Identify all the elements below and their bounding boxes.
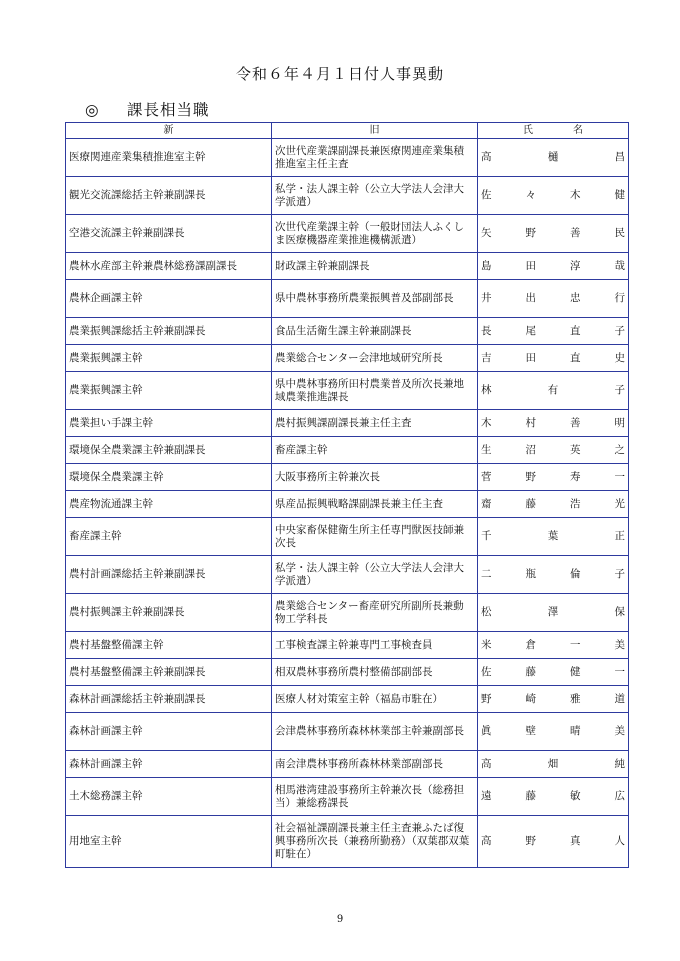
person-name: 齋 藤 浩 光 [481,497,625,510]
new-position-cell: 農村振興課主幹兼副課長 [66,594,272,632]
old-position-cell: 農業総合センター会津地域研究所長 [272,345,478,372]
old-position-cell: 食品生活衛生課主幹兼副課長 [272,318,478,345]
new-position-cell: 観光交流課総括主幹兼副課長 [66,177,272,215]
person-name: 野 崎 雅 道 [481,692,625,705]
person-name: 高 野 真 人 [481,835,625,847]
new-position-cell: 農村基盤整備課主幹 [66,632,272,659]
old-position-cell: 畜産課主幹 [272,437,478,464]
person-name: 菅 野 寿 一 [481,470,625,483]
new-position-cell: 農業振興課主幹 [66,372,272,410]
new-position-cell: 土木総務課主幹 [66,778,272,816]
person-name-cell [478,372,629,410]
table-row [66,816,629,868]
table-row [66,372,629,410]
person-name-cell [478,410,629,437]
person-name-cell [478,594,629,632]
header-new [66,123,272,139]
table-row [66,464,629,491]
person-name-cell [478,659,629,686]
header-old [272,123,478,139]
table-row [66,410,629,437]
person-name-cell [478,139,629,177]
person-name: 木 村 善 明 [481,416,625,429]
person-name: 矢 野 善 民 [481,227,625,239]
person-name-cell [478,713,629,751]
person-name: 松 澤 保 [481,606,625,618]
person-name: 遠 藤 敏 広 [481,790,625,802]
table-row [66,177,629,215]
table-row [66,518,629,556]
new-position-cell: 森林計画課主幹 [66,713,272,751]
person-name-cell [478,686,629,713]
table-row [66,632,629,659]
person-name: 林 有 子 [481,384,625,396]
old-position-cell: 次世代産業課副課長兼医療関連産業集積推進室主任主査 [272,139,478,177]
table-row [66,318,629,345]
new-position-cell: 畜産課主幹 [66,518,272,556]
table-row [66,556,629,594]
page-title: 令和６年４月１日付人事異動 [235,65,444,83]
person-name: 眞 壁 晴 美 [481,725,625,737]
old-position-cell: 中央家畜保健衛生所主任専門獣医技師兼次長 [272,518,478,556]
personnel-table [65,122,629,868]
new-position-cell: 環境保全農業課主幹 [66,464,272,491]
person-name-cell [478,345,629,372]
person-name-cell [478,778,629,816]
table-row [66,253,629,280]
new-position-cell: 農業振興課総括主幹兼副課長 [66,318,272,345]
table-row [66,345,629,372]
old-position-cell: 県中農林事務所田村農業普及所次長兼地域農業推進課長 [272,372,478,410]
new-position-cell: 農村計画課総括主幹兼副課長 [66,556,272,594]
new-position-cell: 医療関連産業集積推進室主幹 [66,139,272,177]
new-position-cell: 環境保全農業課主幹兼副課長 [66,437,272,464]
old-position-cell: 南会津農林事務所森林林業部副部長 [272,751,478,778]
table-body [66,139,629,868]
new-position-cell: 農村基盤整備課主幹兼副課長 [66,659,272,686]
table-row [66,659,629,686]
table-row [66,491,629,518]
new-position-cell: 森林計画課主幹 [66,751,272,778]
old-position-cell: 私学・法人課主幹（公立大学法人会津大学派遣） [272,556,478,594]
person-name-cell [478,751,629,778]
person-name: 高 樋 昌 [481,151,625,163]
table-row [66,280,629,318]
double-circle-icon: ◎ [85,101,99,119]
person-name-cell [478,177,629,215]
person-name: 高 畑 純 [481,757,625,770]
person-name: 二 瓶 倫 子 [481,568,625,580]
old-position-cell: 大阪事務所主幹兼次長 [272,464,478,491]
person-name-cell [478,464,629,491]
person-name: 生 沼 英 之 [481,443,625,456]
old-position-cell: 会津農林事務所森林林業部主幹兼副部長 [272,713,478,751]
table-row [66,139,629,177]
old-position-cell: 県産品振興戦略課副課長兼主任主査 [272,491,478,518]
person-name: 吉 田 直 史 [481,351,625,364]
person-name-cell [478,215,629,253]
person-name-cell [478,491,629,518]
new-position-cell: 空港交流課主幹兼副課長 [66,215,272,253]
table-row [66,751,629,778]
new-position-cell: 用地室主幹 [66,816,272,868]
new-position-cell: 農業担い手課主幹 [66,410,272,437]
person-name: 佐 々 木 健 [481,189,625,201]
table-row [66,713,629,751]
old-position-cell: 農村振興課副課長兼主任主査 [272,410,478,437]
table-row [66,437,629,464]
old-position-cell: 次世代産業課主幹（一般財団法人ふくしま医療機器産業推進機構派遣） [272,215,478,253]
old-position-cell: 相馬港湾建設事務所主幹兼次長（総務担当）兼総務課長 [272,778,478,816]
section-heading [85,98,210,120]
table-header-row [66,123,629,139]
page-number: 9 [336,914,344,925]
person-name-cell [478,556,629,594]
table-row [66,594,629,632]
person-name-cell [478,253,629,280]
person-name: 佐 藤 健 一 [481,665,625,678]
new-position-cell: 農林企画課主幹 [66,280,272,318]
section-label: 課長相当職 [127,101,210,119]
header-new-label: 新 [163,125,174,136]
new-position-cell: 農林水産部主幹兼農林総務課副課長 [66,253,272,280]
table-row [66,215,629,253]
old-position-cell: 農業総合センター畜産研究所副所長兼動物工学科長 [272,594,478,632]
header-old-label: 旧 [369,125,380,136]
person-name: 島 田 淳 哉 [481,259,625,272]
old-position-cell: 相双農林事務所農村整備部副部長 [272,659,478,686]
old-position-cell: 医療人材対策室主幹（福島市駐在） [272,686,478,713]
person-name-cell [478,318,629,345]
table-row [66,778,629,816]
old-position-cell: 社会福祉課副課長兼主任主査兼ふたば復興事務所次長（兼務所勤務）（双葉郡双葉町駐在） [272,816,478,868]
person-name: 井 出 忠 行 [481,292,625,304]
new-position-cell: 農業振興課主幹 [66,345,272,372]
table-row [66,686,629,713]
person-name-cell [478,632,629,659]
header-name [478,123,629,139]
person-name-cell [478,280,629,318]
person-name-cell [478,518,629,556]
person-name: 千 葉 正 [481,530,625,542]
person-name: 米 倉 一 美 [481,638,625,651]
person-name-cell [478,816,629,868]
header-name-label: 氏 名 [523,125,583,136]
old-position-cell: 私学・法人課主幹（公立大学法人会津大学派遣） [272,177,478,215]
old-position-cell: 財政課主幹兼副課長 [272,253,478,280]
new-position-cell: 森林計画課総括主幹兼副課長 [66,686,272,713]
old-position-cell: 県中農林事務所農業振興普及部副部長 [272,280,478,318]
person-name: 長 尾 直 子 [481,324,625,337]
new-position-cell: 農産物流通課主幹 [66,491,272,518]
person-name-cell [478,437,629,464]
old-position-cell: 工事検査課主幹兼専門工事検査員 [272,632,478,659]
